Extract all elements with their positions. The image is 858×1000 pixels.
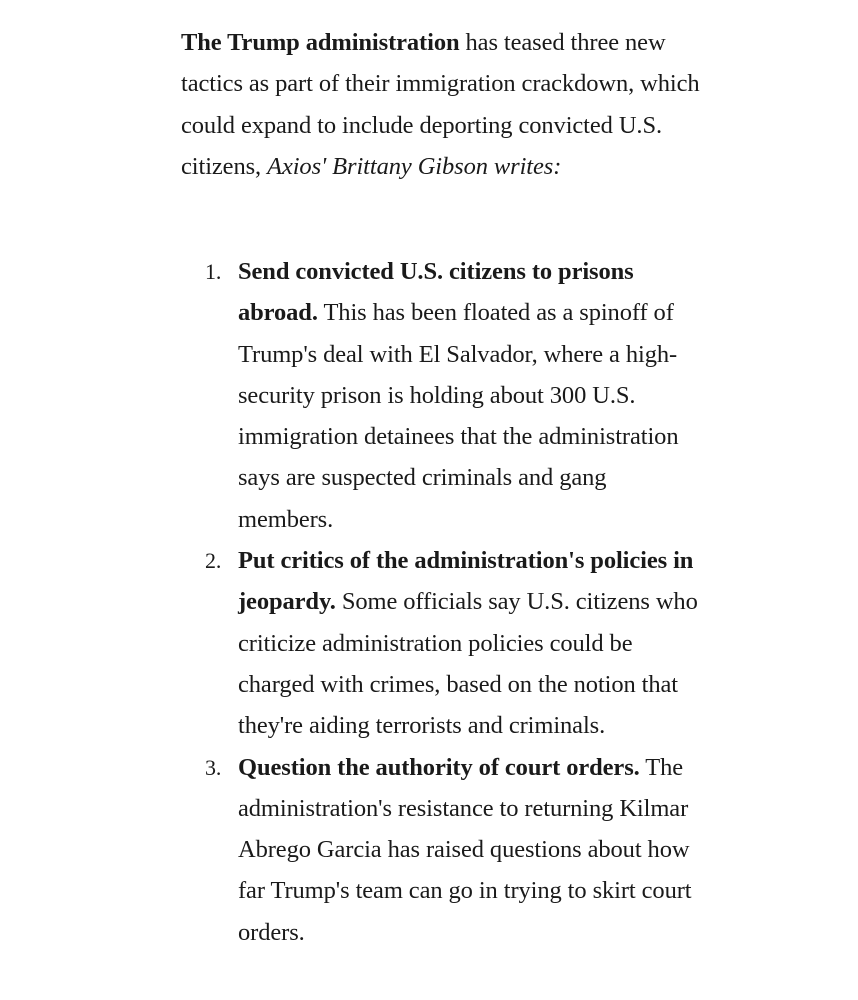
list-item-number: 1. bbox=[205, 259, 222, 284]
list-item-body: Some officials say U.S. citizens who criticize administration policies could be charged with crimes, based on the notion that they're aiding terrorists and criminals. bbox=[238, 588, 698, 740]
intro-lead: The Trump administration bbox=[181, 29, 460, 56]
list-item-body: The administration's resistance to returning Kilmar Abrego Garcia has raised questions about how far Trump's team can go in trying to skirt court orders. bbox=[238, 753, 692, 946]
list-item-number: 2. bbox=[205, 548, 222, 574]
list-item bbox=[181, 747, 701, 953]
intro-paragraph bbox=[181, 22, 701, 187]
list-item-heading: Put critics of the administration's policies in jeopardy. bbox=[238, 547, 694, 616]
list-item-number: 3. bbox=[205, 754, 222, 780]
list-item-heading: Question the authority of court orders. bbox=[238, 753, 640, 781]
list-item-heading: Send convicted U.S. citizens to prisons abroad. bbox=[238, 258, 634, 327]
list-item bbox=[181, 540, 701, 746]
intro-attribution: Axios' Brittany Gibson writes: bbox=[267, 152, 562, 180]
intro-text: has teased three new tactics as part of their immigration crackdown, which could expand to include deporting convicted U.S. citizens, bbox=[181, 29, 700, 180]
article-body bbox=[181, 22, 701, 946]
list-item bbox=[181, 251, 701, 540]
tactics-list bbox=[181, 251, 701, 953]
list-item-body: This has been floated as a spinoff of Trump's deal with El Salvador, where a high-security prison is holding about 300 U.S. immigration detainees that the administration says are suspected criminals and gang members. bbox=[238, 299, 679, 533]
